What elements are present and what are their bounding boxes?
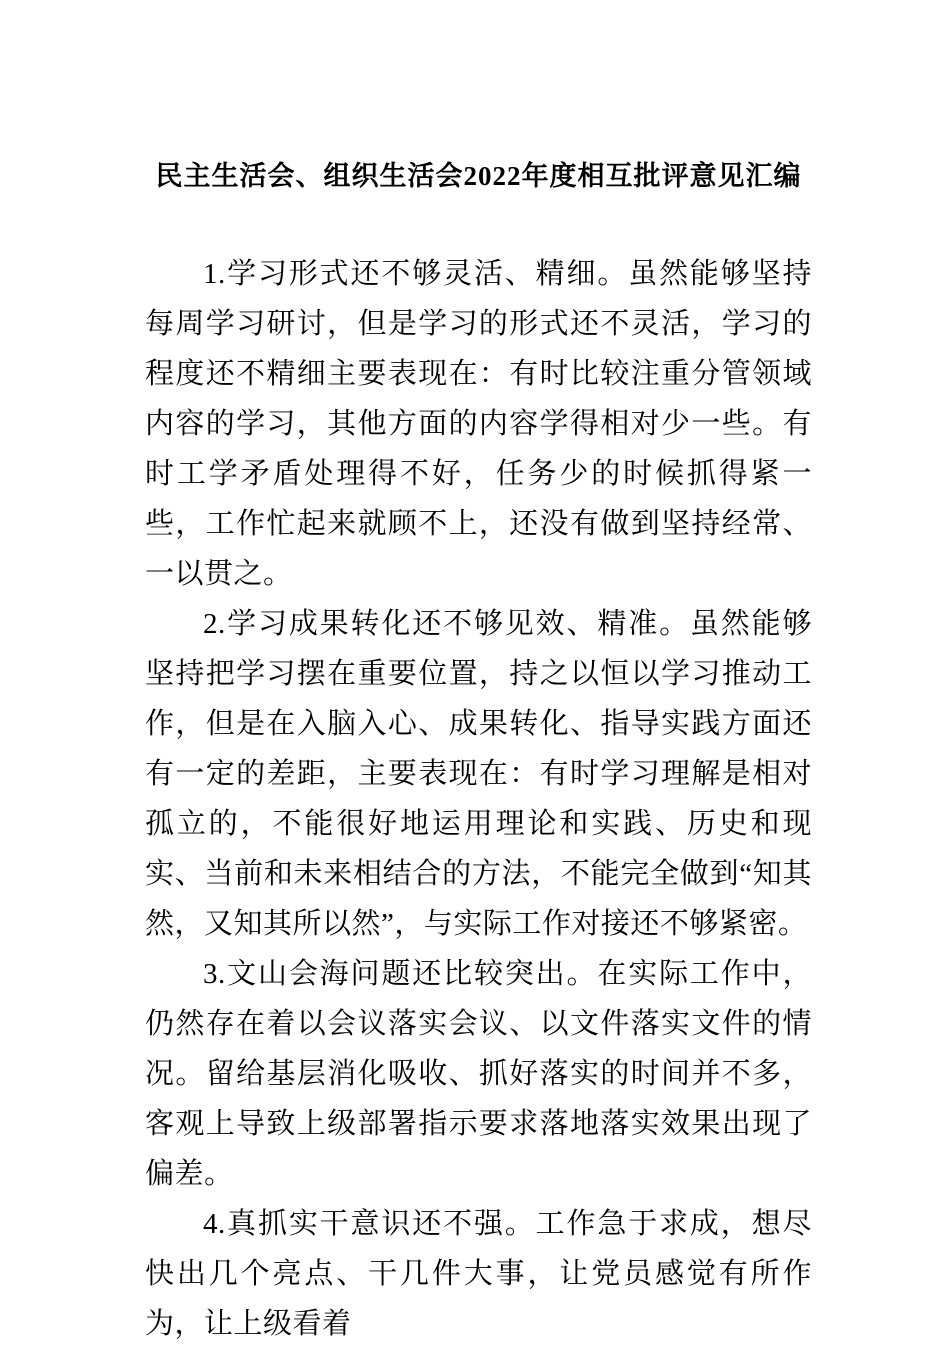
document-title: 民主生活会、组织生活会2022年度相互批评意见汇编 <box>155 161 802 191</box>
paragraph-4: 4.真抓实干意识还不强。工作急于求成，想尽快出几个亮点、干几件大事，让党员感觉有所作为，让上级看着 <box>145 1208 812 1340</box>
paragraph-3: 3.文山会海问题还比较突出。在实际工作中，仍然存在着以会议落实会议、以文件落实文件的情况。留给基层消化吸收、抓好落实的时间并不多，客观上导致上级部署指示要求落地落实效果出现了偏差。 <box>145 958 812 1190</box>
document-body <box>145 249 812 1349</box>
paragraph-2: 2.学习成果转化还不够见效、精准。虽然能够坚持把学习摆在重要位置，持之以恒以学习推动工作，但是在入脑入心、成果转化、指导实践方面还有一定的差距，主要表现在：有时学习理解是相对孤立的，不能很好地运用理论和实践、历史和现实、当前和未来相结合的方法，不能完全做到“知其然，又知其所以然”，与实际工作对接还不够紧密。 <box>145 608 812 940</box>
paragraph-1: 1.学习形式还不够灵活、精细。虽然能够坚持每周学习研讨，但是学习的形式还不灵活，学习的程度还不精细主要表现在：有时比较注重分管领域内容的学习，其他方面的内容学得相对少一些。有时工学矛盾处理得不好，任务少的时候抓得紧一些，工作忙起来就顾不上，还没有做到坚持经常、一以贯之。 <box>145 258 812 590</box>
